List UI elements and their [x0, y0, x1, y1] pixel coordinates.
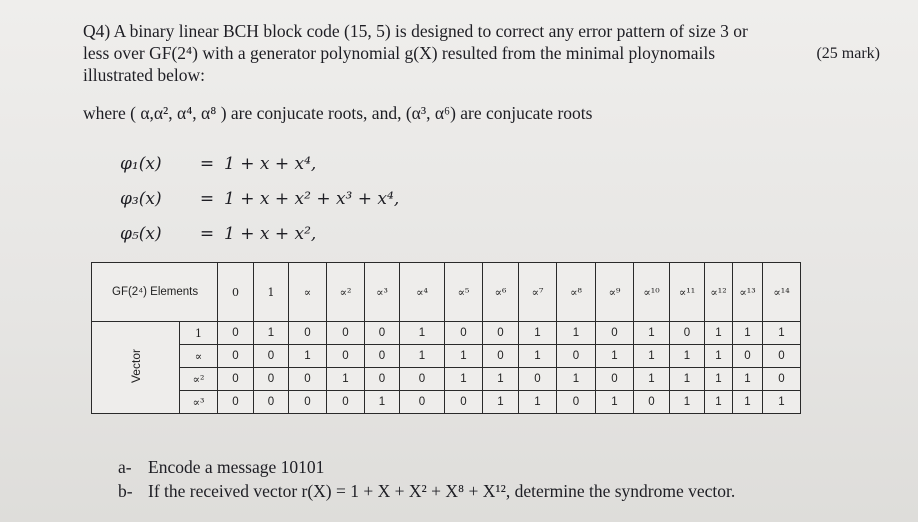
polynomial-phi1 — [120, 154, 316, 174]
table-cell: 0 — [218, 345, 254, 368]
header-element: ∝⁹ — [596, 263, 634, 322]
header-element: ∝⁷ — [519, 263, 557, 322]
table-cell: 0 — [400, 368, 445, 391]
table-cell: 0 — [254, 391, 289, 414]
header-element: ∝¹⁰ — [634, 263, 670, 322]
part-a-text: Encode a message 10101 — [148, 457, 325, 477]
table-cell: 1 — [763, 391, 801, 414]
marks-label: (25 mark) — [816, 45, 880, 62]
table-row — [92, 345, 801, 368]
table-cell: 0 — [289, 322, 327, 345]
table-cell: 1 — [483, 391, 519, 414]
header-element: ∝³ — [365, 263, 400, 322]
question-line-3: illustrated below: — [83, 65, 205, 85]
table-cell: 0 — [483, 345, 519, 368]
table-cell: 1 — [733, 322, 763, 345]
table-cell: 1 — [483, 368, 519, 391]
table-cell: 1 — [733, 368, 763, 391]
header-element: ∝ — [289, 263, 327, 322]
table-cell: 0 — [596, 322, 634, 345]
table-cell: 0 — [596, 368, 634, 391]
vector-label-cell — [92, 322, 180, 414]
basis-cell: ∝² — [180, 368, 218, 391]
table-cell: 1 — [634, 322, 670, 345]
table-cell: 0 — [327, 345, 365, 368]
header-element: ∝⁴ — [400, 263, 445, 322]
header-element: 1 — [254, 263, 289, 322]
basis-cell: ∝³ — [180, 391, 218, 414]
table-row — [92, 322, 801, 345]
polynomial-phi5 — [120, 224, 316, 244]
table-cell: 1 — [519, 345, 557, 368]
table-cell: 1 — [670, 368, 705, 391]
table-cell: 1 — [596, 391, 634, 414]
table-cell: 1 — [634, 345, 670, 368]
question-line-2: less over GF(2⁴) with a generator polynomial g(X) resulted from the minimal ploynomails — [83, 43, 716, 63]
table-cell: 0 — [254, 345, 289, 368]
table-cell: 0 — [670, 322, 705, 345]
table-cell: 1 — [445, 345, 483, 368]
table-cell: 1 — [254, 322, 289, 345]
part-b — [118, 479, 735, 503]
part-a-label: a- — [118, 457, 132, 477]
part-b-label: b- — [118, 481, 133, 501]
table-cell: 0 — [445, 322, 483, 345]
gf-elements-table — [91, 262, 801, 414]
table-cell: 0 — [365, 345, 400, 368]
table-cell: 1 — [327, 368, 365, 391]
poly-eq: = — [199, 154, 215, 174]
poly-rhs: 1 + x + x² + x³ + x⁴, — [224, 189, 400, 209]
sub-questions — [118, 455, 735, 503]
header-element: ∝⁸ — [557, 263, 596, 322]
header-element: 0 — [218, 263, 254, 322]
polynomial-phi3 — [120, 189, 399, 209]
basis-cell: 1 — [180, 322, 218, 345]
table-cell: 0 — [218, 391, 254, 414]
part-a — [118, 455, 735, 479]
table-cell: 0 — [254, 368, 289, 391]
table-cell: 1 — [705, 368, 733, 391]
header-element: ∝⁶ — [483, 263, 519, 322]
table-cell: 1 — [596, 345, 634, 368]
table-cell: 0 — [733, 345, 763, 368]
table-cell: 0 — [400, 391, 445, 414]
poly-eq: = — [199, 189, 215, 209]
table-cell: 0 — [557, 345, 596, 368]
table-cell: 1 — [557, 322, 596, 345]
table-cell: 1 — [634, 368, 670, 391]
table-cell: 1 — [365, 391, 400, 414]
header-element: ∝⁵ — [445, 263, 483, 322]
table-cell: 0 — [365, 322, 400, 345]
table-cell: 1 — [705, 345, 733, 368]
table-cell: 1 — [519, 391, 557, 414]
table-cell: 0 — [327, 391, 365, 414]
table-cell: 1 — [670, 391, 705, 414]
table-cell: 0 — [365, 368, 400, 391]
table-cell: 1 — [733, 391, 763, 414]
part-b-text: If the received vector r(X) = 1 + X + X² + X⁸ + X¹², determine the syndrome vector. — [148, 481, 736, 501]
table-cell: 0 — [763, 345, 801, 368]
table-cell: 0 — [289, 391, 327, 414]
table-cell: 0 — [763, 368, 801, 391]
table-cell: 0 — [634, 391, 670, 414]
table-cell: 1 — [705, 322, 733, 345]
basis-cell: ∝ — [180, 345, 218, 368]
table-cell: 1 — [289, 345, 327, 368]
table-cell: 1 — [400, 345, 445, 368]
poly-lhs: φ₅(x) — [120, 224, 162, 244]
header-element: ∝¹⁴ — [763, 263, 801, 322]
table-cell: 0 — [327, 322, 365, 345]
table-cell: 0 — [445, 391, 483, 414]
elements-label: GF(2⁴) Elements — [92, 263, 218, 322]
table-cell: 1 — [705, 391, 733, 414]
poly-lhs: φ₁(x) — [120, 154, 162, 174]
question-text — [83, 20, 843, 86]
header-element: ∝² — [327, 263, 365, 322]
table-cell: 1 — [445, 368, 483, 391]
header-element: ∝¹² — [705, 263, 733, 322]
table-cell: 0 — [289, 368, 327, 391]
table-cell: 0 — [519, 368, 557, 391]
poly-eq: = — [199, 224, 215, 244]
table-header-row — [92, 263, 801, 322]
vector-label: Vector — [128, 348, 143, 384]
poly-rhs: 1 + x + x⁴, — [224, 154, 317, 174]
table-cell: 0 — [218, 368, 254, 391]
table-row — [92, 368, 801, 391]
table-cell: 1 — [763, 322, 801, 345]
table-cell: 1 — [557, 368, 596, 391]
table-cell: 1 — [519, 322, 557, 345]
table-row — [92, 391, 801, 414]
table-cell: 1 — [400, 322, 445, 345]
header-element: ∝¹³ — [733, 263, 763, 322]
table-cell: 1 — [670, 345, 705, 368]
table-cell: 0 — [218, 322, 254, 345]
poly-lhs: φ₃(x) — [120, 189, 162, 209]
conjugate-roots-text: where ( α,α², α⁴, α⁸ ) are conjucate roots, and, (α³, α⁶) are conjucate roots — [83, 103, 593, 123]
table-cell: 0 — [557, 391, 596, 414]
table-cell: 0 — [483, 322, 519, 345]
question-line-1: Q4) A binary linear BCH block code (15, 5) is designed to correct any error pattern of size 3 or — [83, 21, 748, 41]
poly-rhs: 1 + x + x², — [224, 224, 317, 244]
header-element: ∝¹¹ — [670, 263, 705, 322]
